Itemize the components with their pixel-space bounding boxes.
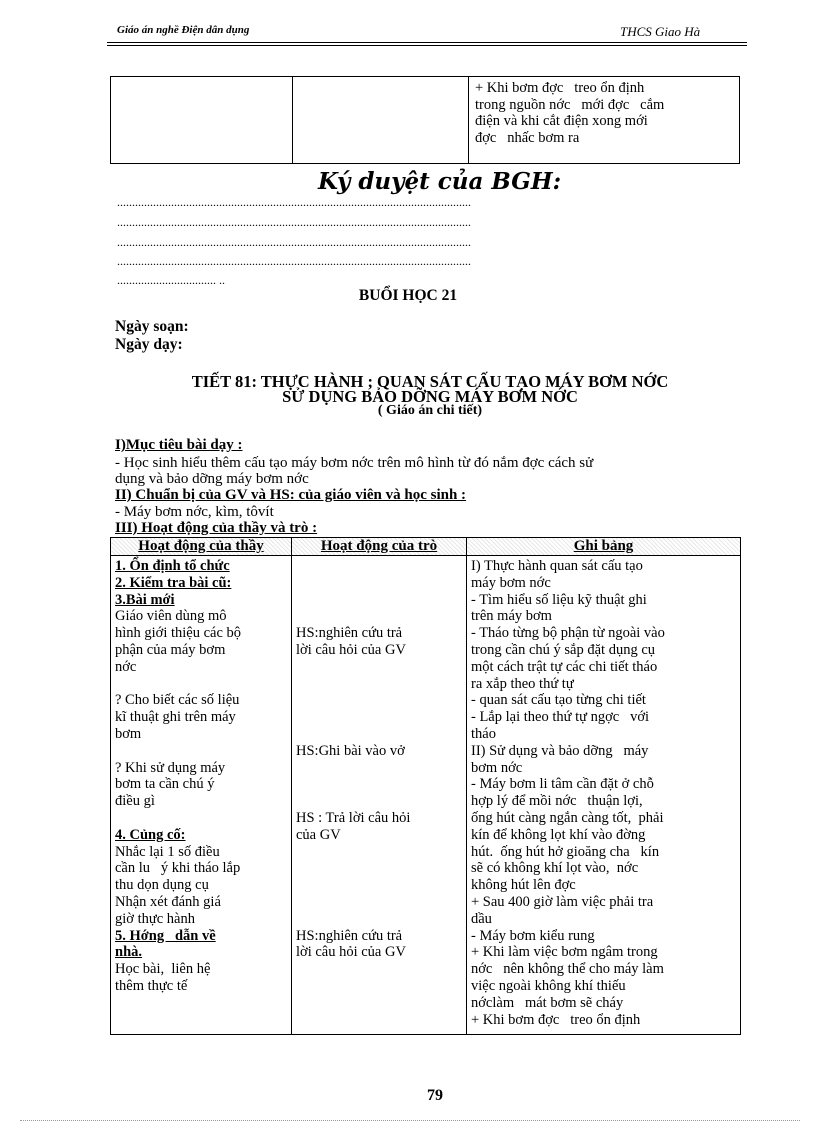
student-activity-line xyxy=(296,726,462,743)
teacher-activity-line: bơm xyxy=(115,725,142,742)
board-note-line: hợp lý để mồi nớc thuận lợi, xyxy=(471,793,643,810)
student-activity-line xyxy=(296,659,462,676)
student-activity-line xyxy=(296,793,462,810)
header-course-title: Giáo án nghề Điện dân dụng xyxy=(117,24,250,36)
continuation-cell-teacher xyxy=(111,77,293,164)
board-note-line: nớc nên không thể cho máy làm xyxy=(471,961,664,978)
continuation-line: trong nguồn nớc mới đợc cắm xyxy=(475,96,665,113)
continuation-table xyxy=(110,76,740,164)
student-activity-line: lời câu hỏi của GV xyxy=(296,641,406,658)
header-student-activity: Hoạt động của trò xyxy=(292,538,467,556)
session-heading: BUỔI HỌC 21 xyxy=(358,287,458,304)
student-activity-line xyxy=(296,575,462,592)
student-activity-line: HS:nghiên cứu trả xyxy=(296,625,403,642)
board-note-line: hút. ống hút hở gioăng cha kín xyxy=(471,843,660,860)
board-note-line: một cách trật tự các chi tiết tháo xyxy=(471,658,658,675)
activities-heading: III) Hoạt động của thầy và trò : xyxy=(115,520,318,536)
board-note-line: không hút lên đợc xyxy=(471,877,576,894)
teacher-activity-line: Học bài, liên hệ xyxy=(115,961,211,978)
teacher-activity-line: Nhắc lại 1 số điều xyxy=(115,843,220,860)
teacher-activity-line: điều gì xyxy=(115,793,155,810)
board-note-line: - Máy bơm li tâm cần đặt ở chỗ xyxy=(471,776,654,793)
board-note-line: - Tìm hiểu số liệu kỹ thuật ghi xyxy=(471,591,647,608)
board-note-line: trên máy bơm xyxy=(471,608,552,625)
student-activity-line: HS:Ghi bài vào vở xyxy=(296,742,405,759)
teacher-activity-line: cần lu ý khi tháo lắp xyxy=(115,860,241,877)
board-note-line: II) Sử dụng và bảo dỡng máy xyxy=(471,742,649,759)
teacher-activity-line: thu dọn dụng cụ xyxy=(115,877,209,894)
student-activity-line xyxy=(296,558,462,575)
board-note-line: + Khi bơm đợc treo ổn định xyxy=(471,1011,641,1028)
board-note-line: việc ngoài không khí thiếu xyxy=(471,977,626,994)
student-activity-cell xyxy=(292,556,467,1035)
student-activity-line xyxy=(296,877,462,894)
student-activity-line xyxy=(296,676,462,693)
board-note-line: máy bơm nớc xyxy=(471,574,551,591)
teacher-activity-line xyxy=(115,810,287,827)
objectives-text: dụng và bảo dỡng máy bơm nớc xyxy=(115,471,309,487)
board-note-line: - Máy bơm kiểu rung xyxy=(471,927,595,944)
teacher-activity-line: Nhận xét đánh giá xyxy=(115,893,221,910)
teacher-activity-line xyxy=(115,743,287,760)
header-rule-top xyxy=(107,42,747,43)
header-school-name: THCS Giao Hà xyxy=(620,24,701,39)
teacher-activity-line: Giáo viên dùng mô xyxy=(115,608,227,625)
board-note-line: kín để không lọt khí vào đờng xyxy=(471,826,646,843)
footer-dotted-rule xyxy=(20,1120,800,1121)
lesson-subtitle: SỬ DỤNG BẢO DỠNG MÁY BƠM NỚC xyxy=(282,387,578,406)
continuation-line: điện và khi cắt điện xong mới xyxy=(475,113,648,129)
header-rule-bottom xyxy=(107,45,747,46)
header-board-notes: Ghi bảng xyxy=(467,538,741,556)
board-note-line: + Sau 400 giờ làm việc phải tra xyxy=(471,893,654,910)
teacher-activity-line: thêm thực tế xyxy=(115,977,188,994)
board-note-line: bơm nớc xyxy=(471,759,523,776)
board-note-line: I) Thực hành quan sát cấu tạo xyxy=(471,558,643,574)
teacher-step-heading: 3.Bài mới xyxy=(115,591,175,608)
student-activity-line: lời câu hỏi của GV xyxy=(296,944,406,961)
continuation-cell-student xyxy=(293,77,469,164)
student-activity-line: HS:nghiên cứu trả xyxy=(296,927,403,944)
teacher-activity-line: nớc xyxy=(115,658,137,675)
approval-dotted-line: ...................................................................................................................... xyxy=(117,215,471,229)
student-activity-line xyxy=(296,608,462,625)
teacher-step-heading: 5. Hớng dẫn về xyxy=(115,927,216,944)
student-activity-line xyxy=(296,592,462,609)
approval-title: Ký duyệt của BGH: xyxy=(318,168,562,195)
teacher-activity-line: kĩ thuật ghi trên máy xyxy=(115,709,236,726)
lesson-activity-table xyxy=(110,537,741,1035)
continuation-cell-board xyxy=(469,77,740,164)
teacher-step-heading: 1. Ổn định tổ chức xyxy=(115,558,230,574)
teacher-step-heading: 4. Củng cố: xyxy=(115,826,186,843)
student-activity-line xyxy=(296,760,462,777)
student-activity-line: HS : Trả lời câu hỏi xyxy=(296,809,411,826)
preparation-text: - Máy bơm nớc, kìm, tôvít xyxy=(115,504,274,520)
student-activity-line xyxy=(296,911,462,928)
approval-dotted-line: ................................. .. xyxy=(117,273,225,287)
board-note-line: ra xắp theo thứ tự xyxy=(471,675,574,692)
board-note-line: dầu xyxy=(471,910,492,927)
teacher-step-heading: nhà. xyxy=(115,944,143,961)
objectives-heading: I)Mục tiêu bài dạy : xyxy=(115,437,243,453)
board-note-line: - quan sát cấu tạo từng chi tiết xyxy=(471,692,646,709)
teacher-activity-line: giờ thực hành xyxy=(115,910,195,927)
objectives-text: - Học sinh hiểu thêm cấu tạo máy bơm nớc trên mô hình từ đó nắm đợc cách sử xyxy=(115,455,594,471)
date-taught: Ngày dạy: xyxy=(115,336,183,353)
header-teacher-activity: Hoạt động của thầy xyxy=(111,538,292,556)
preparation-heading: II) Chuẩn bị của GV và HS: của giáo viên và học sinh : xyxy=(115,487,467,503)
teacher-activity-line: ? Cho biết các số liệu xyxy=(115,692,240,709)
board-note-line: + Khi làm việc bơm ngâm trong xyxy=(471,944,658,961)
teacher-activity-line: phận của máy bơm xyxy=(115,641,226,658)
date-prepared: Ngày soạn: xyxy=(115,318,189,335)
teacher-activity-line: hình giới thiệu các bộ xyxy=(115,625,242,642)
board-note-line: - Tháo từng bộ phận từ ngoài vào xyxy=(471,625,665,642)
lesson-note: ( Giáo án chi tiết) xyxy=(377,403,483,418)
teacher-activity-line: ? Khi sử dụng máy xyxy=(115,759,226,776)
continuation-line: đợc nhấc bơm ra xyxy=(475,129,580,146)
board-note-line: tháo xyxy=(471,725,496,742)
student-activity-line: của GV xyxy=(296,826,341,843)
approval-dotted-line: ...................................................................................................................... xyxy=(117,235,471,249)
board-note-line: trong cần chú ý sắp đặt dụng cụ xyxy=(471,641,656,658)
page-number: 79 xyxy=(427,1087,443,1104)
student-activity-line xyxy=(296,894,462,911)
student-activity-line xyxy=(296,860,462,877)
teacher-activity-line xyxy=(115,676,287,693)
continuation-line: + Khi bơm đợc treo ổn định xyxy=(475,80,645,96)
board-note-line: nớclàm mát bơm sẽ cháy xyxy=(471,994,624,1011)
board-notes-cell xyxy=(467,556,741,1035)
teacher-activity-cell xyxy=(111,556,292,1035)
board-note-line: sẽ có không khí lọt vào, nớc xyxy=(471,860,639,877)
board-note-line: ống hút càng ngắn càng tốt, phải xyxy=(471,809,664,826)
teacher-activity-line: bơm ta cần chú ý xyxy=(115,776,215,793)
student-activity-line xyxy=(296,709,462,726)
approval-dotted-line: ...................................................................................................................... xyxy=(117,254,471,268)
board-note-line: - Lắp lại theo thứ tự ngợc với xyxy=(471,709,650,726)
approval-dotted-line: ...................................................................................................................... xyxy=(117,195,471,209)
teacher-step-heading: 2. Kiểm tra bài cũ: xyxy=(115,574,232,591)
lesson-title: TIẾT 81: THỰC HÀNH ; QUAN SÁT CẤU TẠO MÁY BƠM NỚC xyxy=(191,372,669,391)
student-activity-line xyxy=(296,844,462,861)
student-activity-line xyxy=(296,692,462,709)
student-activity-line xyxy=(296,776,462,793)
